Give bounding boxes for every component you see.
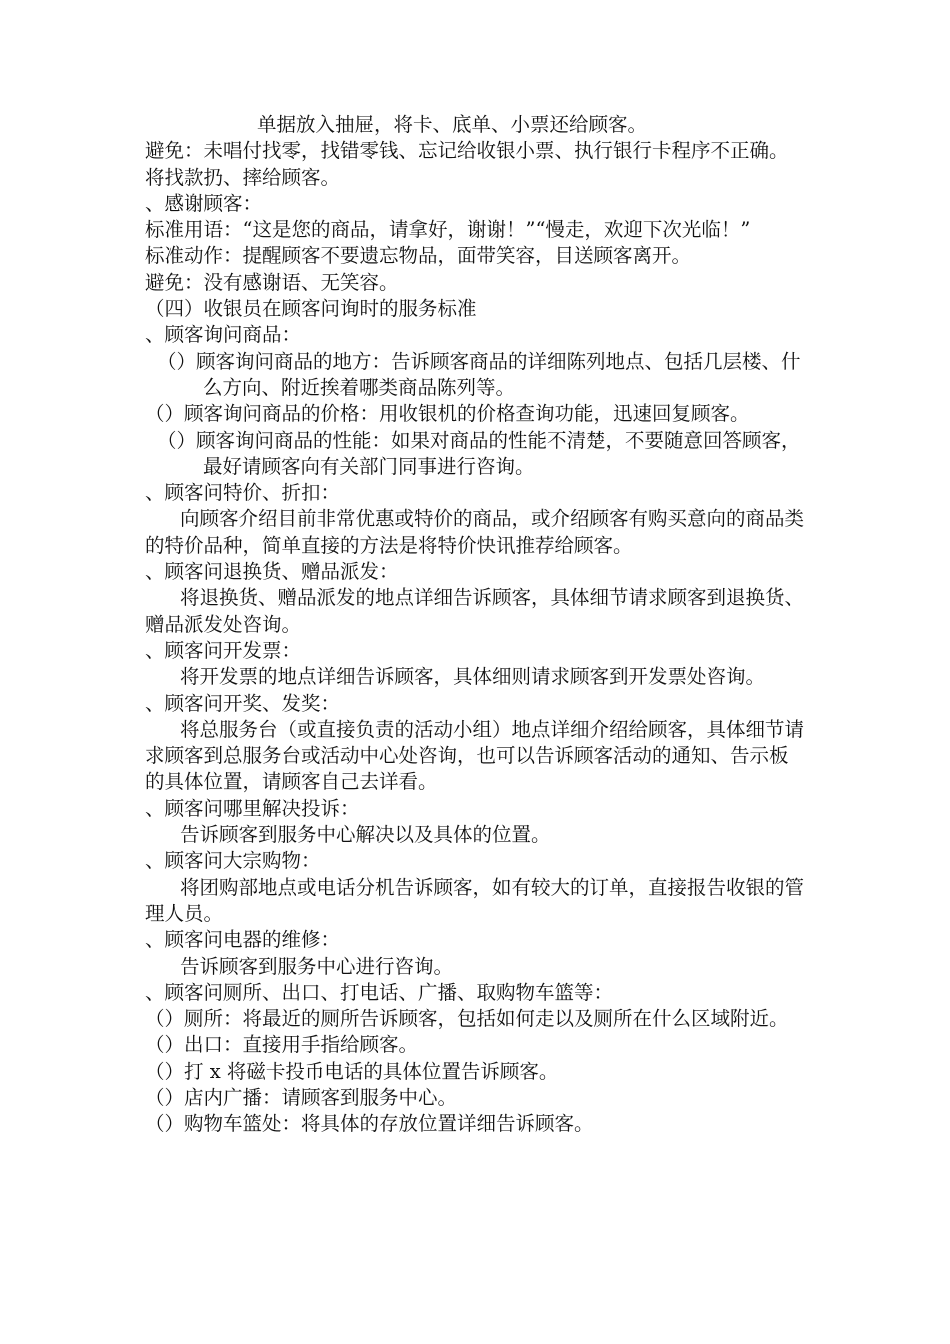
paragraph: 单据放入抽屉，将卡、底单、小票还给顾客。	[257, 113, 648, 136]
paragraph: 避免：未唱付找零，找错零钱、忘记给收银小票、执行银行卡程序不正确。将找款扔、摔给顾客。	[145, 139, 789, 189]
list-item: （）购物车篮处：将具体的存放位置详细告诉顾客。	[145, 1112, 594, 1136]
list-item: （）店内广播：请顾客到服务中心。	[145, 1085, 458, 1109]
section-heading: （四）收银员在顾客问询时的服务标准	[145, 297, 477, 321]
list-item: （）顾客询问商品的性能：如果对商品的性能不清楚，不要随意回答顾客，最好请顾客向有关部门同事进行咨询。	[157, 428, 801, 478]
section-heading: 、顾客询问商品：	[145, 323, 302, 347]
section-heading: 、顾客问哪里解决投诉：	[145, 796, 360, 820]
section-heading: 、感谢顾客：	[145, 191, 263, 215]
section-heading: 、顾客问特价、折扣：	[145, 481, 341, 505]
section-heading: 、顾客问电器的维修：	[145, 928, 341, 952]
paragraph: 向顾客介绍目前非常优惠或特价的商品，或介绍顾客有购买意向的商品类的特价品种，简单直接的方法是将特价快讯推荐给顾客。	[145, 507, 805, 557]
section-heading: 、顾客问开发票：	[145, 638, 302, 662]
list-item: （）打 x 将磁卡投币电话的具体位置告诉顾客。	[145, 1059, 559, 1083]
section-heading: 、顾客问退换货、赠品派发：	[145, 560, 399, 584]
paragraph: 标准动作：提醒顾客不要遗忘物品，面带笑容，目送顾客离开。	[145, 244, 692, 268]
paragraph: 将团购部地点或电话分机告诉顾客，如有较大的订单，直接报告收银的管理人员。	[145, 875, 805, 925]
paragraph: 避免：没有感谢语、无笑容。	[145, 270, 399, 294]
list-item: （）顾客询问商品的地方：告诉顾客商品的详细陈列地点、包括几层楼、什么方向、附近挨着哪类商品陈列等。	[157, 349, 801, 399]
section-heading: 、顾客问开奖、发奖：	[145, 691, 341, 715]
list-item: （）出口：直接用手指给顾客。	[145, 1033, 419, 1057]
list-item: （）顾客询问商品的价格：用收银机的价格查询功能，迅速回复顾客。	[145, 402, 750, 426]
list-item: （）厕所：将最近的厕所告诉顾客，包括如何走以及厕所在什么区域附近。	[145, 1007, 789, 1031]
section-heading: 、顾客问大宗购物：	[145, 849, 321, 873]
paragraph: 将开发票的地点详细告诉顾客，具体细则请求顾客到开发票处咨询。	[180, 665, 766, 689]
paragraph: 将退换货、赠品派发的地点详细告诉顾客，具体细节请求顾客到退换货、赠品派发处咨询。	[145, 586, 805, 636]
paragraph: 将总服务台（或直接负责的活动小组）地点详细介绍给顾客，具体细节请求顾客到总服务台或活动中心处咨询，也可以告诉顾客活动的通知、告示板的具体位置，请顾客自己去详看。	[145, 717, 805, 794]
paragraph: 告诉顾客到服务中心解决以及具体的位置。	[180, 823, 551, 847]
paragraph: 标准用语：“这是您的商品，请拿好，谢谢！”“慢走，欢迎下次光临！”	[145, 218, 751, 242]
document-body	[145, 112, 807, 1138]
paragraph: 告诉顾客到服务中心进行咨询。	[180, 954, 454, 978]
section-heading: 、顾客问厕所、出口、打电话、广播、取购物车篮等：	[145, 980, 614, 1004]
